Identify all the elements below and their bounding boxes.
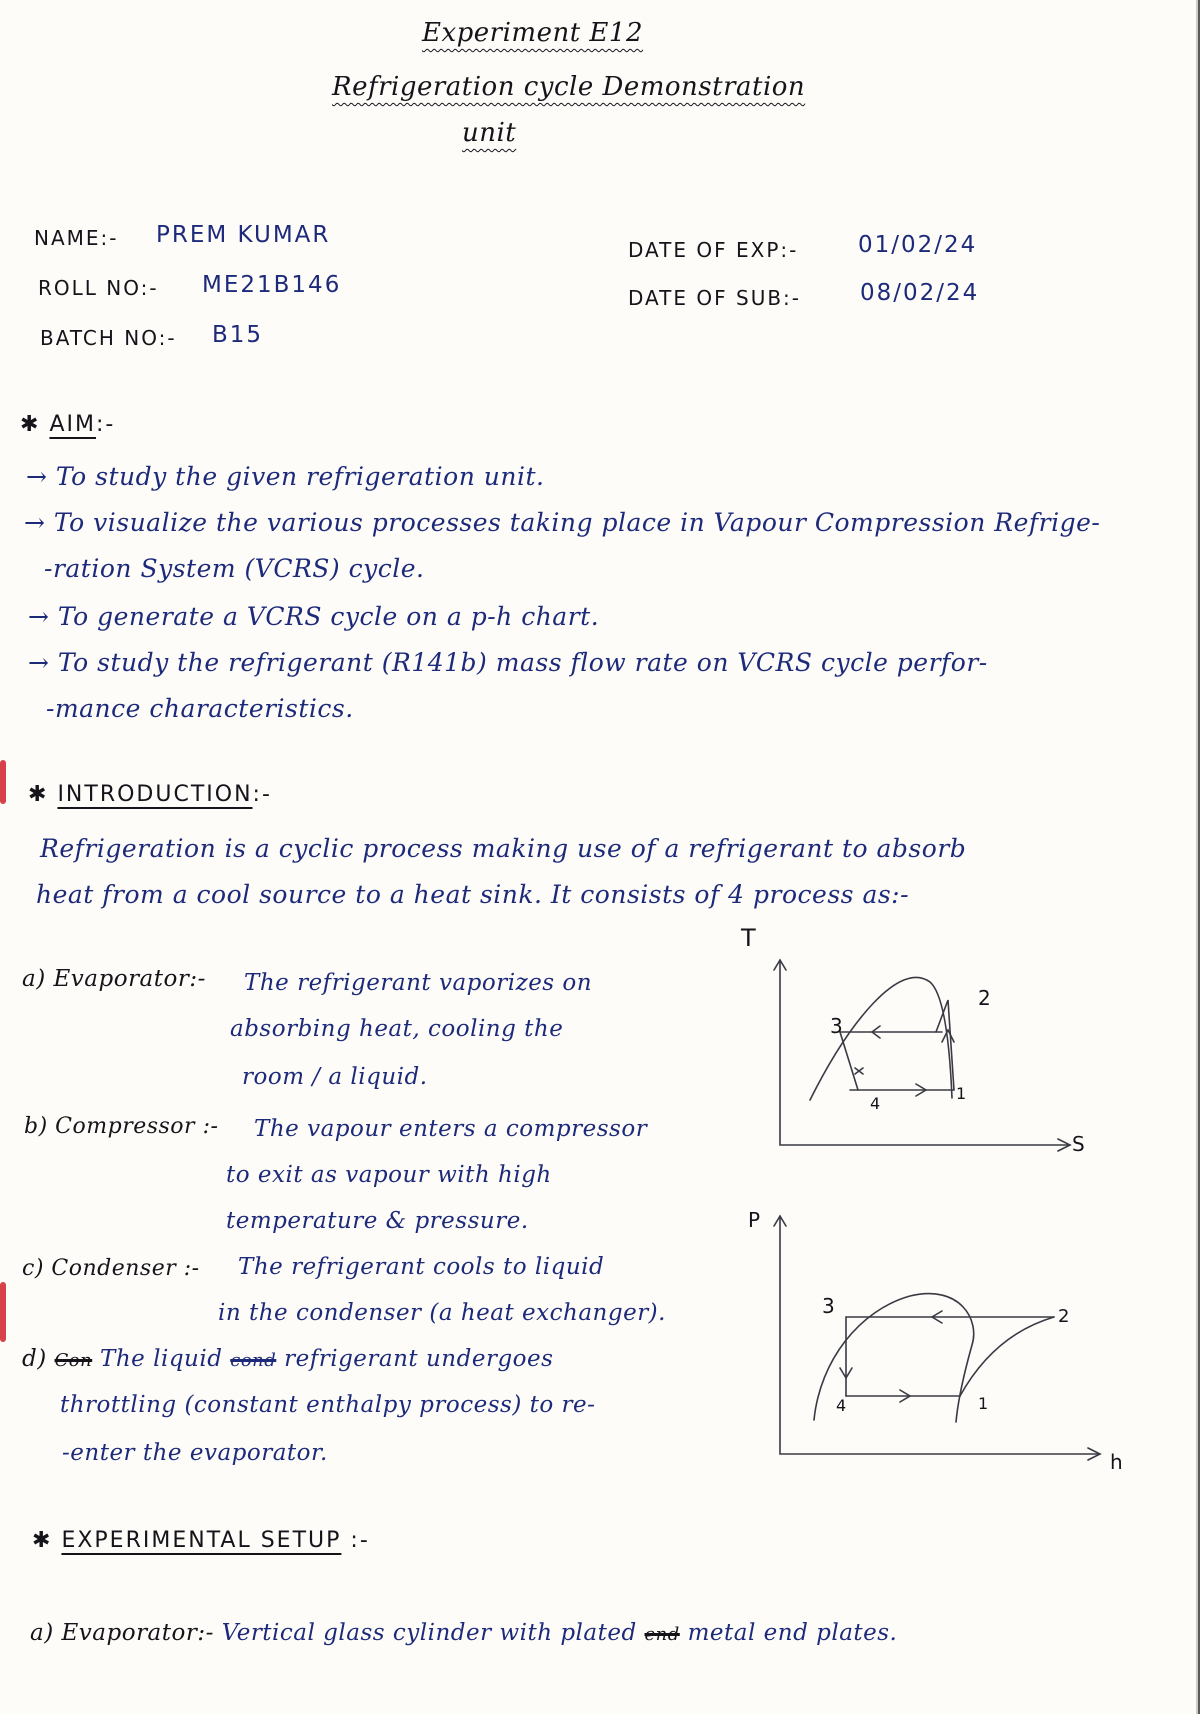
ts-x-label: S [1072,1132,1085,1156]
aim-heading-suffix: :- [95,412,116,437]
ph-diagram [760,1200,1120,1460]
struck-word: cond [230,1350,277,1371]
ts-point-3: 3 [830,1014,843,1038]
process-d-line: -enter the evaporator. [62,1440,328,1466]
process-b-line: temperature & pressure. [226,1208,529,1234]
intro-heading-text: INTRODUCTION [57,782,253,807]
aim-heading [20,412,115,437]
aim-line: → To generate a VCRS cycle on a p-h chart. [28,602,600,631]
ts-throttle-line [840,1032,858,1090]
process-term: Compressor :- [55,1114,219,1139]
setup-item-term: Evaporator:- [61,1620,214,1646]
process-b-line: to exit as vapour with high [226,1162,552,1188]
roll-value: ME21B146 [202,272,342,298]
aim-heading-text: AIM [49,412,96,437]
asterisk-icon: ✱ [20,412,41,437]
process-marker: c) [22,1256,44,1281]
aim-line: → To visualize the various processes taking place in Vapour Compression Refrige- [24,508,1101,537]
ts-dome [810,977,952,1100]
process-c-term [22,1256,200,1281]
setup-item-text: Vertical glass cylinder with plated [221,1620,637,1646]
process-a-line: room / a liquid. [242,1064,428,1090]
name-value: PREM KUMAR [156,222,331,248]
date-exp-value: 01/02/24 [858,232,978,258]
process-d-text: refrigerant undergoes [284,1346,554,1372]
ph-point-1: 1 [978,1394,989,1413]
ts-diagram [740,940,1080,1170]
ph-point-2: 2 [1058,1306,1070,1327]
process-c-line: The refrigerant cools to liquid [238,1254,605,1280]
date-sub-value: 08/02/24 [860,280,980,306]
aim-line: → To study the given refrigeration unit. [26,462,545,491]
asterisk-icon: ✱ [32,1528,53,1553]
roll-label: ROLL NO:- [38,276,159,300]
setup-item [30,1620,897,1646]
setup-heading-suffix: :- [350,1528,370,1553]
process-b-term [24,1114,218,1139]
intro-line: heat from a cool source to a heat sink. It consists of 4 process as:- [36,880,910,909]
ts-x-mark [855,1068,863,1074]
date-sub-label: DATE OF SUB:- [628,286,802,310]
ph-x-label: h [1110,1450,1123,1474]
process-marker: a) [22,966,46,992]
asterisk-icon: ✱ [28,782,49,807]
aim-line: → To study the refrigerant (R141b) mass flow rate on VCRS cycle perfor- [28,648,988,677]
process-a-term [22,966,206,992]
ts-point-1: 1 [956,1084,967,1103]
aim-line: -mance characteristics. [46,694,354,723]
date-exp-label: DATE OF EXP:- [628,238,799,262]
process-marker: d) [22,1346,47,1372]
margin-mark [0,1282,6,1342]
ph-axes [780,1216,1100,1454]
ph-point-4: 4 [836,1396,847,1415]
process-a-line: The refrigerant vaporizes on [244,970,593,996]
process-d-first-line [22,1346,553,1372]
batch-value: B15 [212,322,264,348]
title-line-2: Refrigeration cycle Demonstration [332,72,806,102]
process-term: Evaporator:- [53,966,206,992]
process-term: Condenser :- [51,1256,200,1281]
process-c-line: in the condenser (a heat exchanger). [218,1300,666,1326]
process-d-line: throttling (constant enthalpy process) to re- [60,1392,596,1418]
ts-axes [780,960,1070,1145]
intro-heading-suffix: :- [252,782,272,807]
ts-point-2: 2 [978,986,991,1010]
setup-heading [32,1528,370,1553]
struck-word: end [644,1624,680,1645]
process-d-text: The liquid [100,1346,223,1372]
title-line-1: Experiment E12 [422,18,643,48]
intro-line: Refrigeration is a cyclic process making use of a refrigerant to absorb [40,834,967,863]
process-marker: b) [24,1114,48,1139]
ts-point-4: 4 [870,1094,881,1113]
margin-mark [0,760,6,804]
name-label: NAME:- [34,226,119,250]
process-b-line: The vapour enters a compressor [254,1116,648,1142]
batch-label: BATCH NO:- [40,326,177,350]
process-a-line: absorbing heat, cooling the [230,1016,564,1042]
ts-y-label: T [741,924,756,952]
setup-heading-text: EXPERIMENTAL SETUP [61,1528,342,1553]
title-line-3: unit [462,118,517,148]
aim-line: -ration System (VCRS) cycle. [44,554,425,583]
struck-word: Con [54,1350,93,1371]
setup-item-marker: a) [30,1620,54,1646]
ph-y-label: P [748,1208,761,1232]
intro-heading [28,782,272,807]
ph-point-3: 3 [822,1294,835,1318]
setup-item-text: metal end plates. [687,1620,898,1646]
